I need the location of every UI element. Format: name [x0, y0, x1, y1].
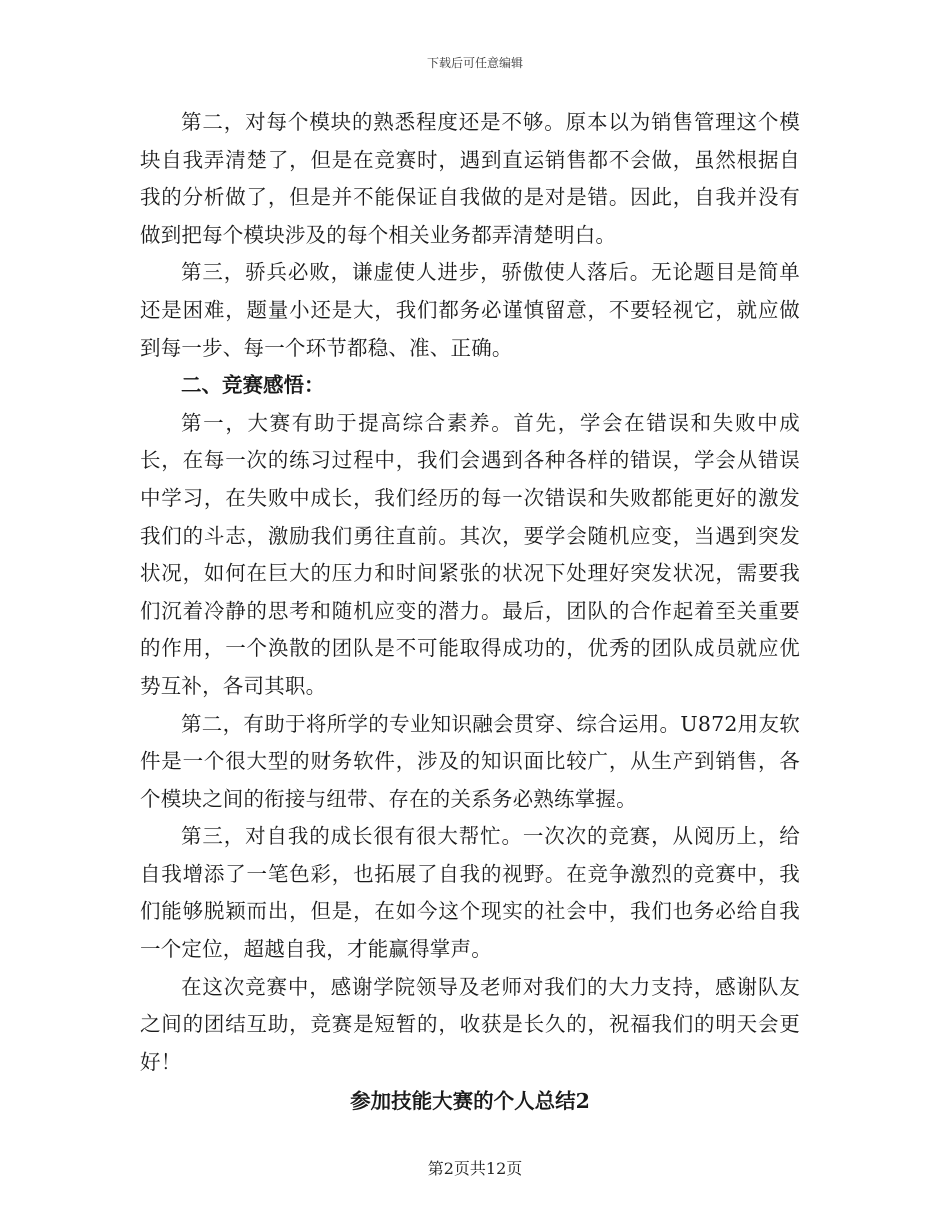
- header-note: 下载后可任意编辑: [426, 56, 523, 70]
- section-heading-insights: 二、竞赛感悟：: [181, 373, 325, 398]
- page-footer: 第2页共12页: [427, 1159, 523, 1178]
- paragraph-third-point: 第三，骄兵必败，谦虚使人进步，骄傲使人落后。无论题目是简单还是困难，题量小还是大，我们都务必谨慎留意，不要轻视它，就应做到每一步、每一个环节都稳、准、正确。: [140, 260, 800, 360]
- paragraph-insight-first: 第一，大赛有助于提高综合素养。首先，学会在错误和失败中成长，在每一次的练习过程中，我们会遇到各种各样的错误，学会从错误中学习，在失败中成长，我们经历的每一次错误和失败都能更好的激发我们的斗志，激励我们勇往直前。其次，要学会随机应变，当遇到突发状况，如何在巨大的压力和时间紧张的状况下处理好突发状况，需要我们沉着冷静的思考和随机应变的潜力。最后，团队的合作起着至关重要的作用，一个涣散的团队是不可能取得成功的，优秀的团队成员就应优势互补，各司其职。: [140, 410, 800, 698]
- section-title-summary-2: 参加技能大赛的个人总结2: [350, 1089, 590, 1114]
- paragraph-insight-second: 第二，有助于将所学的专业知识融会贯穿、综合运用。U872用友软件是一个很大型的财务软件，涉及的知识面比较广，从生产到销售，各个模块之间的衔接与纽带、存在的关系务必熟练掌握。: [140, 711, 800, 811]
- document-body: [140, 104, 800, 1121]
- paragraph-second-point: 第二，对每个模块的熟悉程度还是不够。原本以为销售管理这个模块自我弄清楚了，但是在竞赛时，遇到直运销售都不会做，虽然根据自我的分析做了，但是并不能保证自我做的是对是错。因此，自我并没有做到把每个模块涉及的每个相关业务都弄清楚明白。: [140, 110, 800, 247]
- paragraph-closing: 在这次竞赛中，感谢学院领导及老师对我们的大力支持，感谢队友之间的团结互助，竞赛是短暂的，收获是长久的，祝福我们的明天会更好！: [140, 974, 800, 1074]
- paragraph-insight-third: 第三，对自我的成长很有很大帮忙。一次次的竞赛，从阅历上，给自我增添了一笔色彩，也拓展了自我的视野。在竞争激烈的竞赛中，我们能够脱颖而出，但是，在如今这个现实的社会中，我们也务必给自我一个定位，超越自我，才能赢得掌声。: [140, 824, 800, 962]
